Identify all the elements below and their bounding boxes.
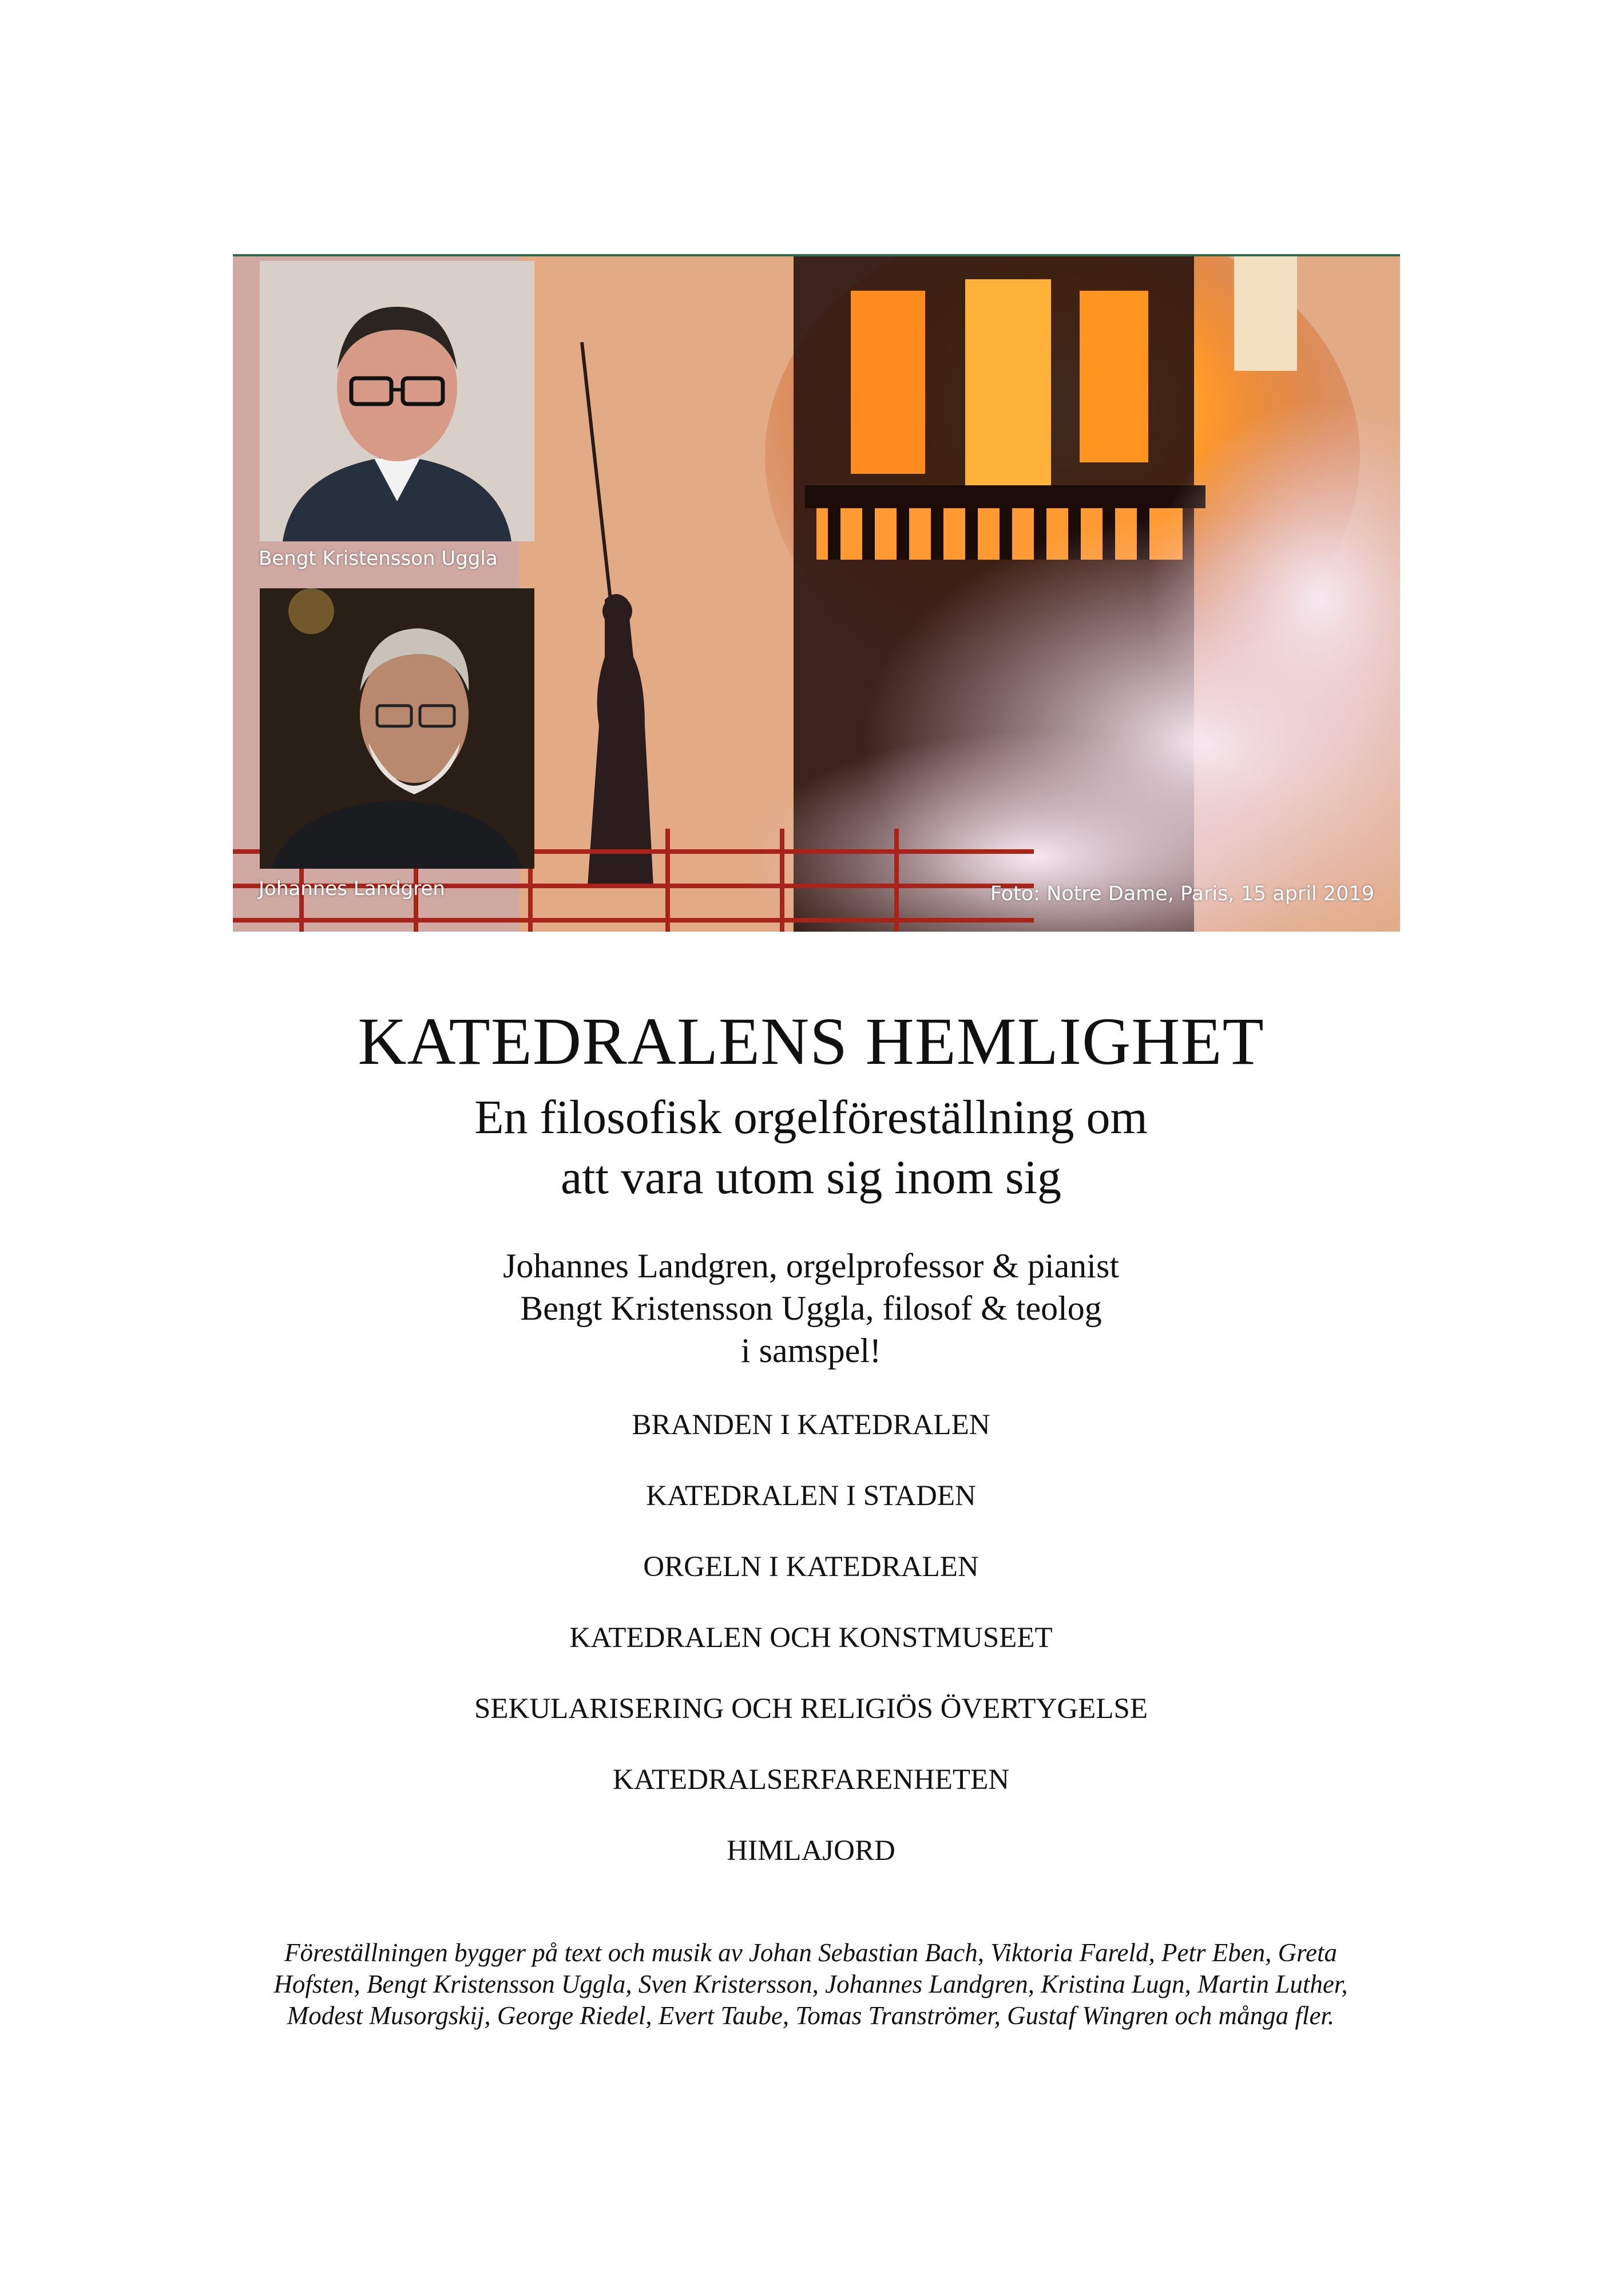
- page-title: KATEDRALENS HEMLIGHET: [358, 1004, 1264, 1079]
- subtitle-line: att vara utom sig inom sig: [561, 1151, 1061, 1204]
- topic-item: HIMLAJORD: [727, 1835, 895, 1867]
- topic-item: KATEDRALEN OCH KONSTMUSEET: [569, 1622, 1053, 1654]
- portrait-johannes-landgren: [260, 588, 534, 869]
- photo-caption: Foto: Notre Dame, Paris, 15 april 2019: [990, 882, 1374, 905]
- topic-item: ORGELN I KATEDRALEN: [643, 1551, 979, 1583]
- credits-text: Föreställningen bygger på text och musik av Johan Sebastian Bach, Viktoria Fareld, Petr Eben, Greta Hofsten, Bengt Kristensson Uggla, Sven Kristersson, Johannes Landgren, Kristina Lugn, Martin Luther, Modest Musorgskij, George Riedel, Evert Taube, Tomas Tranströmer, Gustaf Wingren och många fler.: [273, 1938, 1348, 2030]
- topic-item: KATEDRALEN I STADEN: [646, 1480, 976, 1512]
- subtitle: [0, 1087, 1622, 1208]
- topic-item: SEKULARISERING OCH RELIGIÖS ÖVERTYGELSE: [474, 1693, 1148, 1725]
- portrait-2-caption: Johannes Landgren: [259, 877, 445, 900]
- hero-photo: [233, 254, 1400, 932]
- portrait-bengt-kristensson-uggla: [260, 261, 534, 541]
- performer-line: Johannes Landgren, orgelprofessor & pianist: [503, 1247, 1119, 1285]
- performers: [0, 1245, 1622, 1372]
- topic-item: BRANDEN I KATEDRALEN: [632, 1409, 990, 1441]
- performer-line: Bengt Kristensson Uggla, filosof & teolog: [520, 1289, 1102, 1327]
- topic-list: [0, 1399, 1622, 1896]
- topic-item: KATEDRALSERFARENHETEN: [612, 1764, 1010, 1796]
- subtitle-line: En filosofisk orgelföreställning om: [474, 1091, 1148, 1144]
- portrait-1-caption: Bengt Kristensson Uggla: [259, 547, 498, 570]
- performer-line: i samspel!: [741, 1332, 881, 1369]
